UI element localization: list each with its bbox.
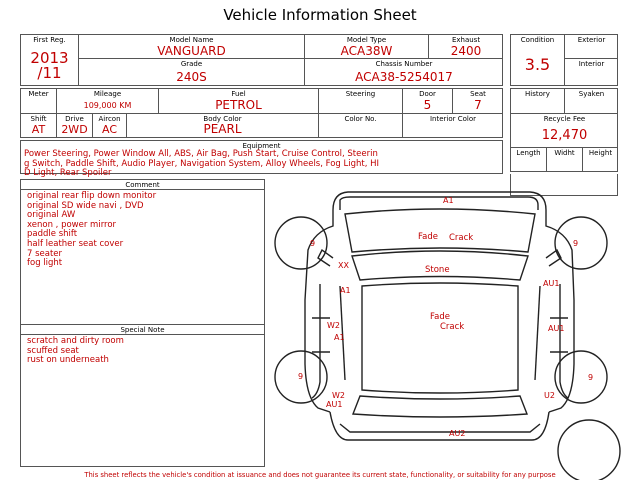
comment-line: half leather seat cover	[27, 238, 124, 249]
wheel-rear-right: 9	[588, 373, 594, 382]
disclaimer-footer: This sheet reflects the vehicle's condition at issuance and does not guarantee its current state, functionality, or suitability for any purpose	[84, 471, 556, 479]
first-reg-label: First Reg.	[33, 36, 66, 44]
condition-value: 3.5	[524, 55, 551, 74]
shift-label: Shift	[30, 115, 47, 123]
grade-label: Grade	[180, 60, 203, 68]
damage-left-door-a1: A1	[334, 333, 345, 342]
special-note-line: scuffed seat	[27, 345, 79, 356]
wheel-rear-left: 9	[298, 372, 304, 381]
history-label: History	[525, 90, 550, 98]
grade-value: 240S	[176, 70, 207, 84]
first-reg-year: 2013	[30, 49, 69, 67]
model-name-value: VANGUARD	[157, 44, 226, 58]
door-value: 5	[423, 98, 432, 112]
body-color-value: PEARL	[203, 122, 242, 136]
recycle-fee-label: Recycle Fee	[543, 115, 586, 123]
damage-right-door: AU1	[548, 324, 565, 333]
damage-left-front-fender: A1	[340, 286, 351, 295]
special-note-line: scratch and dirty room	[27, 336, 124, 346]
comment-line: 7 seater	[27, 248, 63, 259]
model-type-value: ACA38W	[340, 44, 393, 58]
aircon-value: AC	[101, 123, 117, 136]
aircon-label: Aircon	[98, 115, 121, 123]
mileage-value: 109,000 KM	[83, 101, 132, 110]
comment-label: Comment	[125, 181, 160, 189]
model-name-label: Model Name	[169, 36, 214, 44]
damage-right-front-fender: AU1	[543, 279, 560, 288]
recycle-fee-value: 12,470	[541, 128, 588, 143]
damage-roof-stone: Stone	[425, 265, 450, 275]
condition-label: Condition	[520, 36, 555, 44]
interior-label: Interior	[578, 60, 605, 68]
damage-left-rear-w2: W2	[332, 391, 345, 400]
interior-color-label: Interior Color	[429, 115, 477, 123]
damage-bonnet-fade: Fade	[418, 232, 438, 242]
body-color-label: Body Color	[203, 115, 242, 123]
exterior-label: Exterior	[577, 36, 606, 44]
mileage-label: Mileage	[93, 90, 122, 98]
damage-bonnet-crack: Crack	[449, 233, 474, 243]
comment-line: paddle shift	[27, 229, 78, 240]
exhaust-value: 2400	[450, 44, 482, 58]
steering-label: Steering	[345, 90, 376, 98]
damage-windshield-side: XX	[338, 261, 349, 270]
equipment-line: D Light, Rear Spoiler	[24, 168, 112, 179]
seat-value: 7	[474, 98, 482, 112]
fuel-value: PETROL	[215, 98, 262, 112]
color-no-label: Color No.	[344, 115, 377, 123]
model-type-label: Model Type	[346, 36, 387, 44]
fuel-label: Fuel	[231, 90, 246, 98]
exhaust-label: Exhaust	[451, 36, 481, 44]
drive-label: Drive	[65, 115, 84, 123]
seat-label: Seat	[470, 90, 486, 98]
damage-right-rear: U2	[544, 391, 555, 400]
damage-roof-fade: Fade	[430, 312, 450, 322]
damage-left-door-w2: W2	[327, 321, 340, 330]
equipment-label: Equipment	[242, 142, 281, 150]
damage-rear: AU2	[449, 429, 466, 438]
first-reg-month: /11	[37, 64, 62, 82]
comment-line: xenon , power mirror	[27, 219, 117, 230]
shift-value: AT	[31, 123, 46, 136]
comment-line: original SD wide navi , DVD	[27, 200, 144, 211]
chassis-number-label: Chassis Number	[375, 60, 433, 68]
damage-front: A1	[443, 196, 454, 205]
drive-value: 2WD	[61, 123, 88, 136]
damage-left-rear-au1: AU1	[326, 400, 343, 409]
width-label: Widht	[554, 149, 575, 157]
chassis-number-value: ACA38-5254017	[355, 70, 453, 84]
length-label: Length	[516, 149, 541, 157]
equipment-line: g Switch, Paddle Shift, Audio Player, Navigation System, Alloy Wheels, Fog Light, HI	[24, 158, 380, 169]
comment-line: original AW	[27, 210, 76, 221]
comment-line: original rear flip down monitor	[27, 191, 157, 201]
special-note-label: Special Note	[120, 326, 165, 334]
damage-roof-crack: Crack	[440, 322, 465, 332]
special-note-line: rust on underneath	[27, 355, 109, 366]
meter-label: Meter	[28, 90, 49, 98]
door-label: Door	[419, 90, 436, 98]
sheet-title: Vehicle Information Sheet	[223, 6, 417, 24]
syaken-label: Syaken	[578, 90, 605, 98]
equipment-line: Power Steering, Power Window All, ABS, Air Bag, Push Start, Cruise Control, Steerin	[24, 149, 378, 159]
comment-line: fog light	[27, 258, 63, 269]
wheel-front-left: 9	[310, 239, 316, 248]
height-label: Height	[588, 149, 613, 157]
wheel-front-right: 9	[573, 239, 579, 248]
